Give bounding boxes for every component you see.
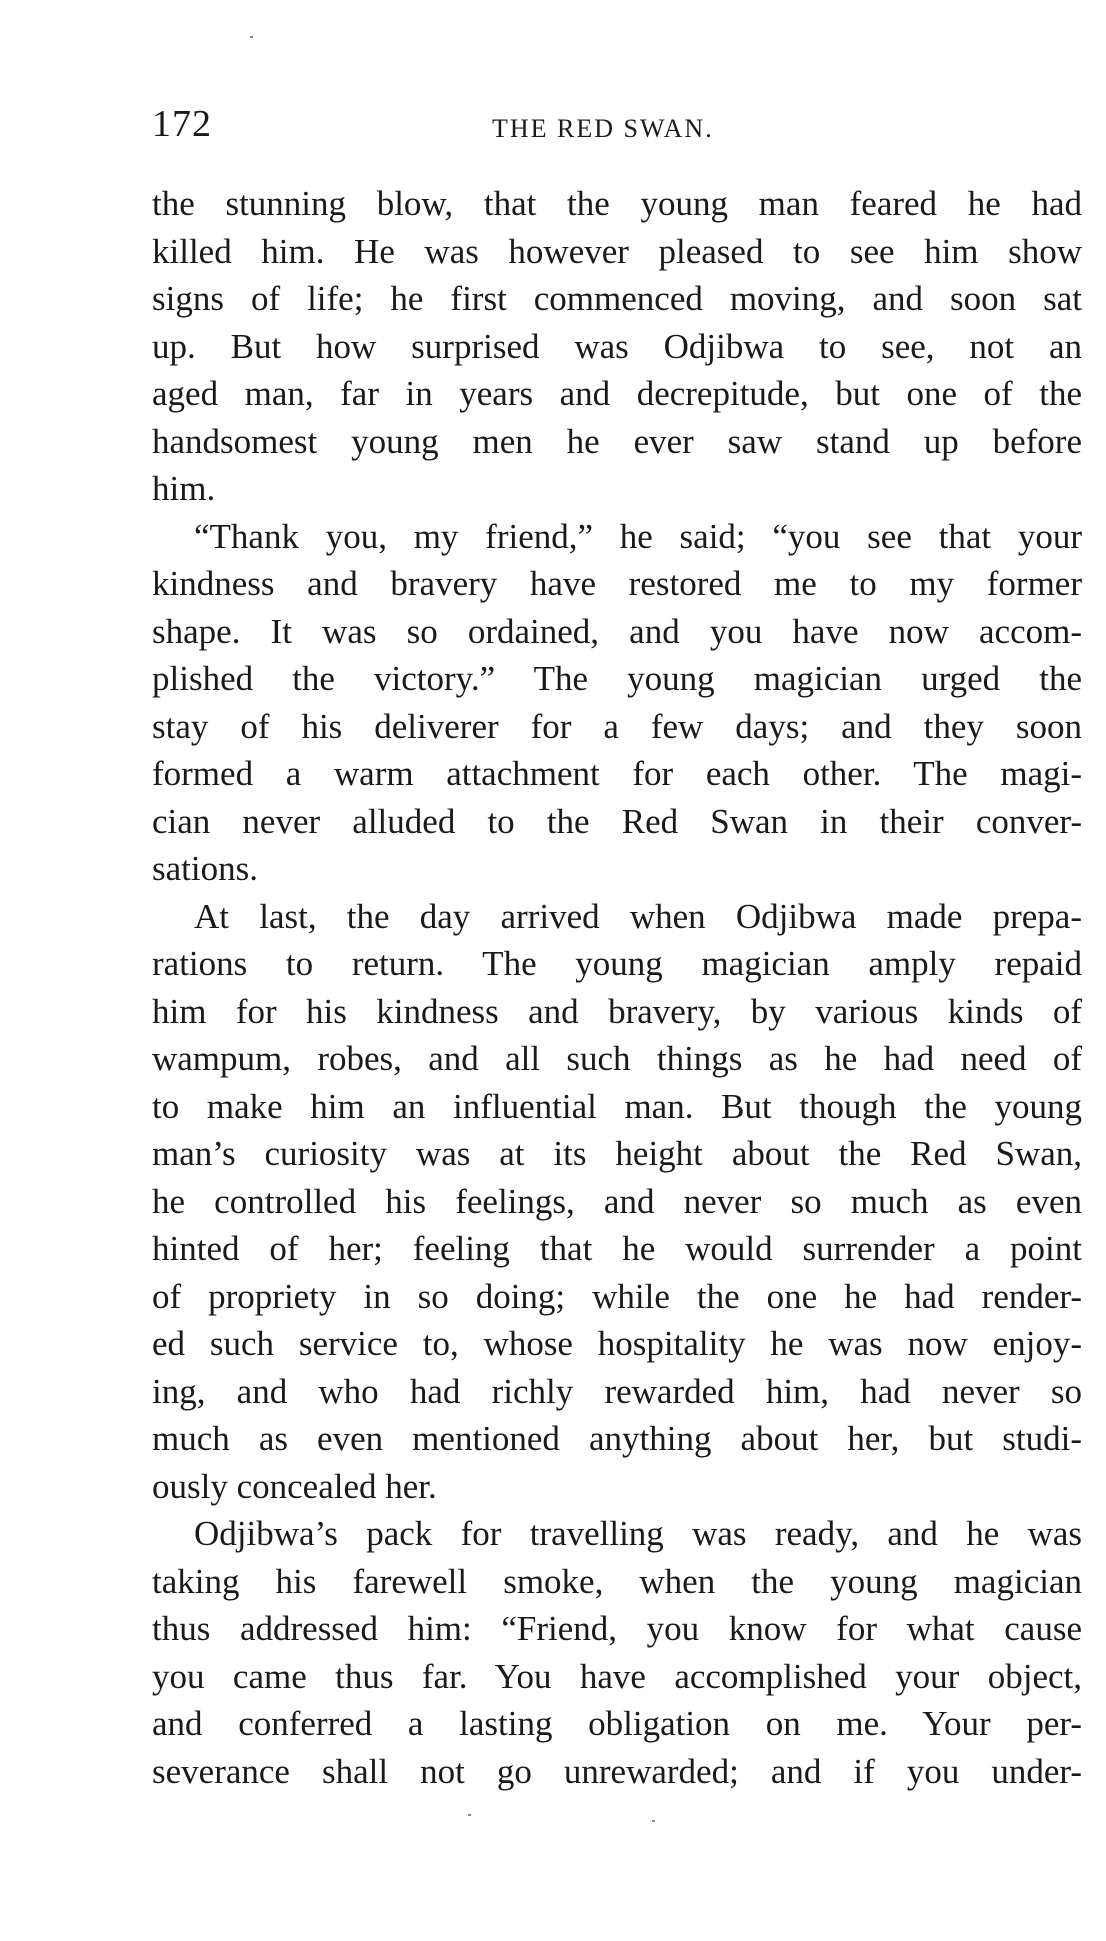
text-line: rations to return. The young magician amply repaid bbox=[152, 944, 1082, 983]
text-line: cian never alluded to the Red Swan in their conver- bbox=[152, 801, 1082, 841]
text-line: Odjibwa’s pack for travelling was ready, and he was bbox=[194, 1514, 1082, 1553]
text-line: he controlled his feelings, and never so much as even bbox=[152, 1181, 1082, 1221]
text-line: severance shall not go unrewarded; and if you under- bbox=[152, 1751, 1082, 1791]
text-line: thus addressed him: “Friend, you know for what cause bbox=[152, 1609, 1082, 1648]
text-line: to make him an influential man. But though the young bbox=[152, 1086, 1082, 1126]
text-line: signs of life; he first commenced moving, and soon sat bbox=[152, 279, 1082, 318]
text-line: aged man, far in years and decrepitude, but one of the bbox=[152, 374, 1082, 413]
text-line: man’s curiosity was at its height about the Red Swan, bbox=[152, 1134, 1082, 1173]
text-line: ously concealed her. bbox=[152, 1466, 437, 1506]
text-line: up. But how surprised was Odjibwa to see, not an bbox=[152, 326, 1082, 366]
text-line: shape. It was so ordained, and you have now accom- bbox=[152, 611, 1082, 651]
text-line: him for his kindness and bravery, by various kinds of bbox=[152, 991, 1082, 1031]
page-number: 172 bbox=[152, 103, 212, 145]
text-line: sations. bbox=[152, 849, 258, 888]
text-line: stay of his deliverer for a few days; and they soon bbox=[152, 706, 1082, 746]
text-line: you came thus far. You have accomplished your object, bbox=[152, 1656, 1082, 1696]
paper-speck bbox=[652, 1820, 655, 1822]
text-line: wampum, robes, and all such things as he had need of bbox=[152, 1039, 1082, 1078]
text-line: kindness and bravery have restored me to my former bbox=[152, 564, 1082, 603]
text-line: plished the victory.” The young magician urged the bbox=[152, 659, 1082, 698]
text-line: him. bbox=[152, 469, 216, 508]
text-line: hinted of her; feeling that he would surrender a point bbox=[152, 1229, 1082, 1268]
running-title: THE RED SWAN. bbox=[492, 114, 714, 143]
text-line: ing, and who had richly rewarded him, had never so bbox=[152, 1371, 1082, 1411]
paper-speck bbox=[250, 36, 253, 38]
text-line: formed a warm attachment for each other. The magi- bbox=[152, 754, 1082, 793]
page-header bbox=[152, 102, 1082, 152]
text-line: ed such service to, whose hospitality he was now enjoy- bbox=[152, 1324, 1082, 1363]
text-line: of propriety in so doing; while the one he had render- bbox=[152, 1276, 1082, 1316]
paper-speck bbox=[468, 1814, 471, 1816]
text-line: killed him. He was however pleased to see him show bbox=[152, 231, 1082, 271]
text-line: the stunning blow, that the young man feared he had bbox=[152, 184, 1082, 223]
text-line: and conferred a lasting obligation on me. Your per- bbox=[152, 1704, 1082, 1743]
body-text bbox=[152, 180, 1082, 1795]
text-line: much as even mentioned anything about her, but studi- bbox=[152, 1419, 1082, 1458]
text-line: handsomest young men he ever saw stand up before bbox=[152, 421, 1082, 461]
text-line: taking his farewell smoke, when the young magician bbox=[152, 1561, 1082, 1601]
text-line: “Thank you, my friend,” he said; “you see that your bbox=[194, 516, 1082, 556]
text-line: At last, the day arrived when Odjibwa made prepa- bbox=[194, 896, 1082, 936]
